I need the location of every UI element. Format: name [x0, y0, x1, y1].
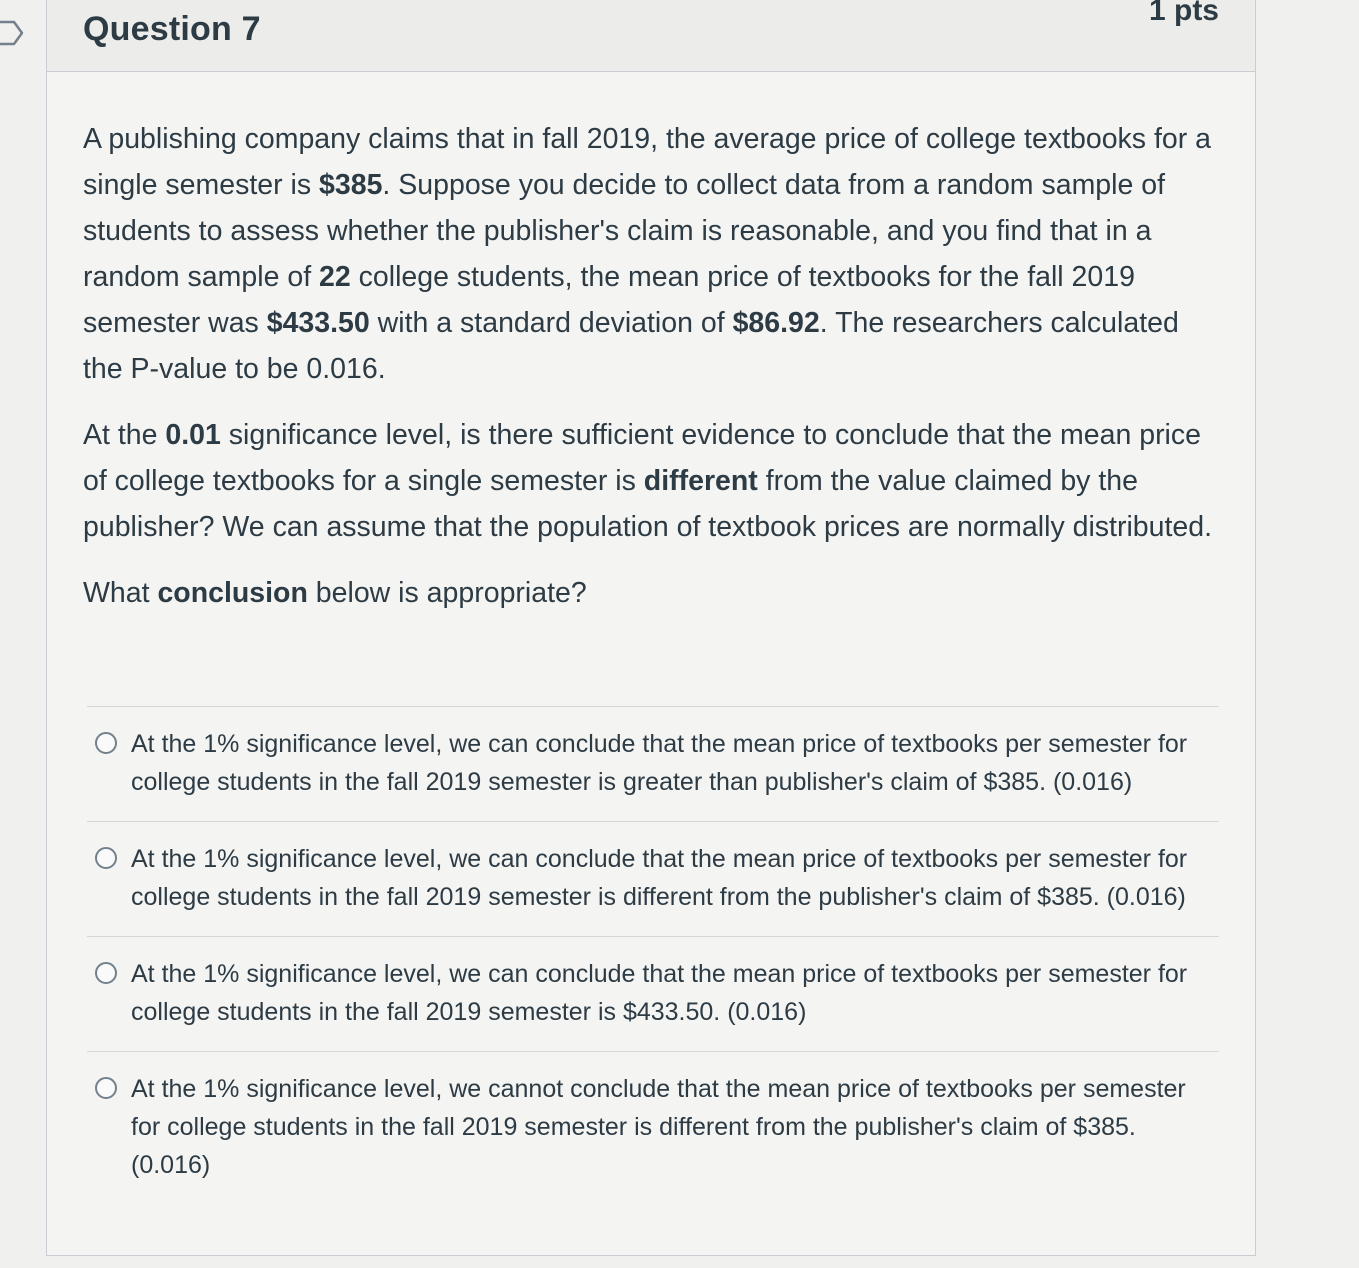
emphasized-text: $433.50 [266, 307, 370, 339]
emphasized-text: conclusion [157, 577, 308, 609]
emphasized-text: $86.92 [732, 307, 820, 339]
answer-option-1[interactable] [87, 707, 1219, 821]
text-segment: college students, the mean price of textbooks for the fall 2019 semester was [83, 261, 1135, 339]
answer-option-3[interactable] [87, 937, 1219, 1051]
answer-label: At the 1% significance level, we can conclude that the mean price of textbooks per semester for college students in the fall 2019 semester is different from the publisher's claim of $385. (0.016) [131, 845, 1188, 911]
answer-option-4[interactable] [87, 1052, 1219, 1204]
radio-button-icon[interactable] [95, 1077, 117, 1099]
answer-label: At the 1% significance level, we can conclude that the mean price of textbooks per semester for college students in the fall 2019 semester is $433.50. (0.016) [131, 960, 1188, 1026]
text-segment: A publishing company claims that in fall 2019, the average price of college textbooks for a single semester is [83, 123, 1211, 201]
text-segment: with a standard deviation of [369, 307, 733, 339]
question-paragraph-1 [83, 116, 1213, 392]
question-text [83, 116, 1213, 636]
question-points: 1 pts [1148, 0, 1219, 27]
question-card [46, 0, 1256, 1256]
text-segment: At the [83, 419, 166, 451]
emphasized-text: $385 [319, 169, 383, 201]
text-segment: significance level, is there sufficient evidence to conclude that the mean price of college textbooks for a single semester is [83, 419, 1201, 497]
emphasized-text: 22 [319, 261, 351, 293]
radio-button-icon[interactable] [95, 847, 117, 869]
question-paragraph-2 [83, 412, 1213, 550]
answer-label: At the 1% significance level, we can conclude that the mean price of textbooks per semester for college students in the fall 2019 semester is greater than publisher's claim of $385. (0.016) [131, 730, 1188, 796]
radio-button-icon[interactable] [95, 962, 117, 984]
text-segment: from the value claimed by the publisher? We can assume that the population of textbook prices are normally distributed. [83, 465, 1213, 543]
question-header [47, 0, 1255, 72]
text-segment: What [83, 577, 158, 609]
emphasized-text: 0.01 [165, 419, 221, 451]
emphasized-text: different [643, 465, 758, 497]
question-paragraph-3 [83, 570, 1213, 616]
radio-button-icon[interactable] [95, 732, 117, 754]
answer-option-2[interactable] [87, 822, 1219, 936]
answer-label: At the 1% significance level, we cannot conclude that the mean price of textbooks per semester for college students in the fall 2019 semester is different from the publisher's claim of $385. (0.016) [131, 1075, 1186, 1179]
answer-list [87, 706, 1219, 1204]
text-segment: . The researchers calculated the P-value to be 0.016. [83, 307, 1179, 385]
text-segment: below is appropriate? [307, 577, 587, 609]
text-segment: . Suppose you decide to collect data from a random sample of students to assess whether the publisher's claim is reasonable, and you find that in a random sample of [83, 169, 1166, 293]
flag-question-icon[interactable] [0, 20, 26, 46]
question-title: Question 7 [83, 10, 261, 48]
